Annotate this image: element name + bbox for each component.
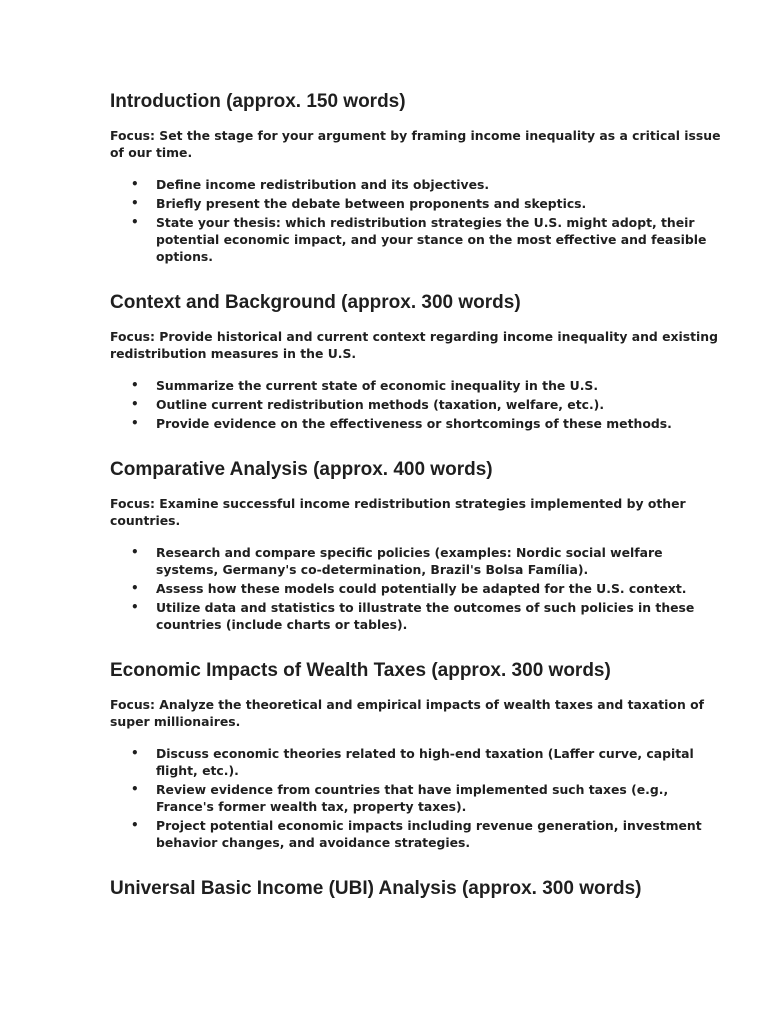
list-item-text: Summarize the current state of economic inequality in the U.S. [156, 378, 599, 393]
list-item [110, 745, 722, 779]
list-item-text: Outline current redistribution methods (taxation, welfare, etc.). [156, 397, 605, 412]
section-context-background [110, 291, 722, 432]
bullet-icon: • [131, 782, 139, 796]
bullet-icon: • [131, 600, 139, 614]
section-heading: Universal Basic Income (UBI) Analysis (approx. 300 words) [110, 878, 642, 899]
bullet-icon: • [131, 215, 139, 229]
bullet-icon: • [131, 177, 139, 191]
list-item [110, 195, 722, 212]
section-comparative-analysis [110, 458, 722, 633]
list-item [110, 176, 722, 193]
list-item [110, 599, 722, 633]
list-item-text: Review evidence from countries that have implemented such taxes (e.g., France's former wealth tax, property taxes). [156, 782, 669, 814]
bullet-icon: • [131, 196, 139, 210]
list-item [110, 396, 722, 413]
document-page [110, 90, 722, 914]
list-item [110, 377, 722, 394]
list-item-text: Define income redistribution and its objectives. [156, 177, 490, 192]
bullet-list [110, 176, 722, 265]
section-focus: Focus: Examine successful income redistribution strategies implemented by other countries. [110, 496, 686, 528]
list-item-text: Assess how these models could potentially be adapted for the U.S. context. [156, 581, 687, 596]
list-item-text: Research and compare specific policies (examples: Nordic social welfare systems, Germany's co-determination, Brazil's Bolsa Família). [156, 545, 663, 577]
bullet-icon: • [131, 416, 139, 430]
list-item-text: Briefly present the debate between proponents and skeptics. [156, 196, 587, 211]
section-focus: Focus: Set the stage for your argument by framing income inequality as a critical issue of our time. [110, 128, 721, 160]
section-focus: Focus: Provide historical and current context regarding income inequality and existing redistribution measures in the U.S. [110, 329, 718, 361]
bullet-icon: • [131, 746, 139, 760]
list-item-text: State your thesis: which redistribution strategies the U.S. might adopt, their potential economic impact, and your stance on the most effective and feasible options. [156, 215, 707, 264]
section-heading: Economic Impacts of Wealth Taxes (approx. 300 words) [110, 660, 611, 681]
list-item-text: Project potential economic impacts including revenue generation, investment behavior changes, and avoidance strategies. [156, 818, 702, 850]
section-focus: Focus: Analyze the theoretical and empirical impacts of wealth taxes and taxation of super millionaires. [110, 697, 704, 729]
bullet-list [110, 745, 722, 851]
section-introduction [110, 90, 722, 265]
section-heading: Context and Background (approx. 300 words) [110, 292, 521, 313]
list-item [110, 817, 722, 851]
bullet-icon: • [131, 397, 139, 411]
section-heading: Comparative Analysis (approx. 400 words) [110, 459, 493, 480]
bullet-list [110, 544, 722, 633]
bullet-list [110, 377, 722, 432]
list-item [110, 781, 722, 815]
bullet-icon: • [131, 818, 139, 832]
section-heading: Introduction (approx. 150 words) [110, 91, 406, 112]
bullet-icon: • [131, 581, 139, 595]
list-item-text: Provide evidence on the effectiveness or shortcomings of these methods. [156, 416, 672, 431]
section-ubi-analysis [110, 877, 722, 901]
list-item-text: Discuss economic theories related to high-end taxation (Laffer curve, capital flight, etc.). [156, 746, 694, 778]
list-item [110, 415, 722, 432]
list-item [110, 580, 722, 597]
list-item [110, 544, 722, 578]
list-item-text: Utilize data and statistics to illustrate the outcomes of such policies in these countries (include charts or tables). [156, 600, 695, 632]
section-wealth-taxes [110, 659, 722, 851]
list-item [110, 214, 722, 265]
bullet-icon: • [131, 378, 139, 392]
bullet-icon: • [131, 545, 139, 559]
